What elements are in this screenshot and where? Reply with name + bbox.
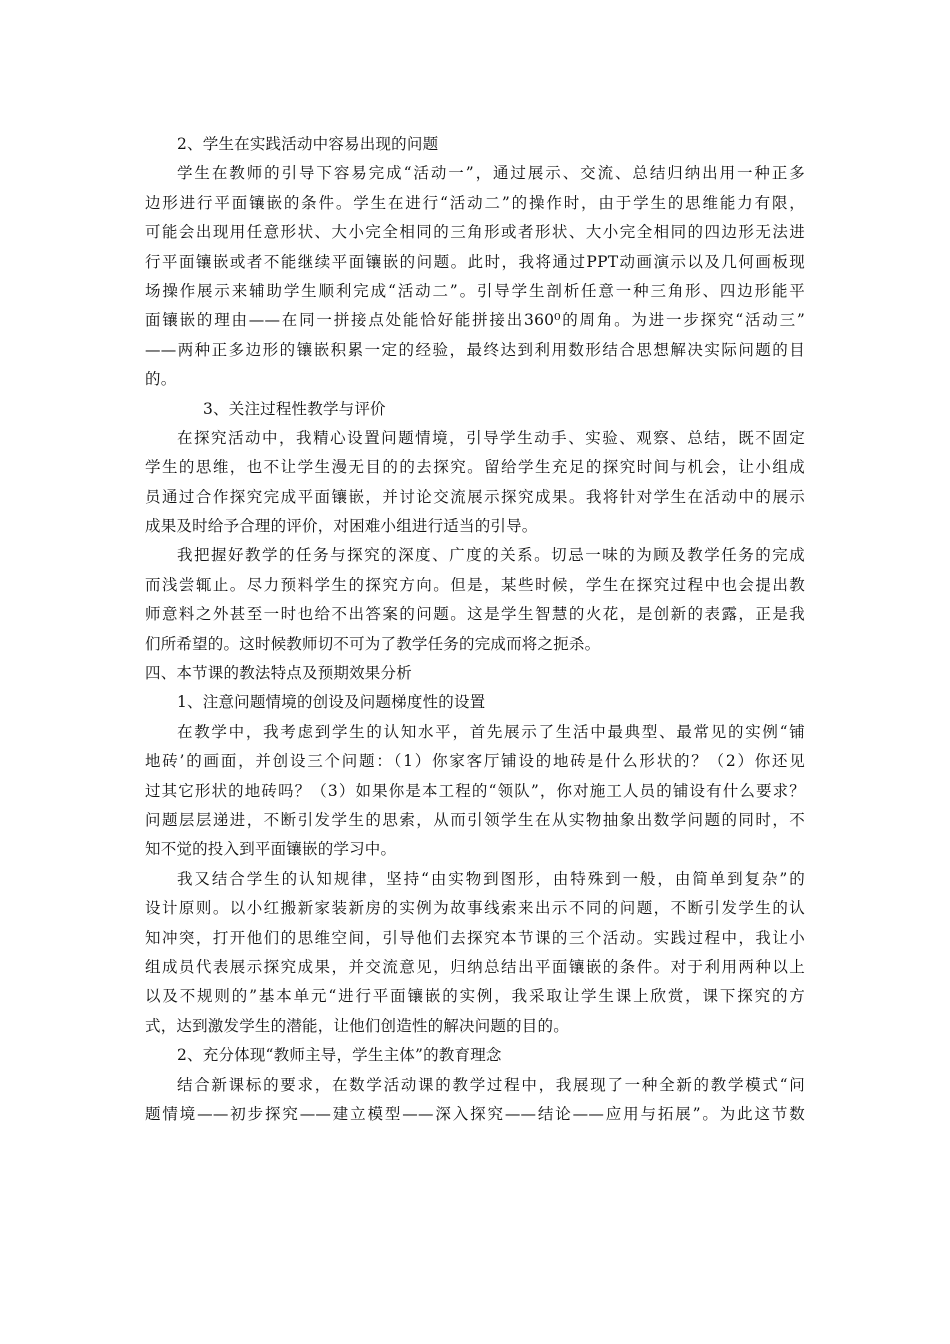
text-line: 1、注意问题情境的创设及问题梯度性的设置 [177,693,486,712]
text-line: 在教学中，我考虑到学生的认知水平，首先展示了生活中最典型、最常见的实例“铺 [177,722,805,741]
text-line: 我又结合学生的认知规律，坚持“由实物到图形，由特殊到一般，由简单到复杂”的 [177,869,805,888]
text-line: 题情境——初步探究——建立模型——深入探究——结论——应用与拓展”。为此这节数 [145,1104,805,1123]
document-body [145,130,805,1129]
text-line: 边形进行平面镶嵌的条件。学生在进行“活动二”的操作时，由于学生的思维能力有限， [145,193,805,212]
text-line: 在探究活动中，我精心设置问题情境，引导学生动手、实验、观察、总结，既不固定 [177,428,805,447]
text-line: 学生的思维，也不让学生漫无目的的去探究。留给学生充足的探究时间与机会，让小组成 [145,458,805,477]
text-line: 地砖’的画面，并创设三个问题：（1）你家客厅铺设的地砖是什么形状的？（2）你还见 [145,752,805,771]
text-line: 师意料之外甚至一时也给不出答案的问题。这是学生智慧的火花，是创新的表露，正是我 [145,605,805,624]
text-line: 们所希望的。这时候教师切不可为了教学任务的完成而将之扼杀。 [145,634,601,653]
text-line: 式，达到激发学生的潜能，让他们创造性的解决问题的目的。 [145,1016,569,1035]
text-line: 而浅尝辄止。尽力预料学生的探究方向。但是，某些时候，学生在探究过程中也会提出教 [145,575,805,594]
text-line: 知不觉的投入到平面镶嵌的学习中。 [145,840,397,859]
text-line: 3、关注过程性教学与评价 [203,399,386,418]
text-line: 过其它形状的地砖吗？（3）如果你是本工程的“领队”，你对施工人员的铺设有什么要求？ [145,781,805,800]
text-line: 设计原则。以小红搬新家装新房的实例为故事线索来出示不同的问题，不断引发学生的认 [145,899,805,918]
text-line: 2、充分体现“教师主导，学生主体”的教育理念 [177,1046,502,1065]
text-line: 成果及时给予合理的评价，对困难小组进行适当的引导。 [145,517,538,536]
text-line: 行平面镶嵌或者不能继续平面镶嵌的问题。此时，我将通过PPT动画演示以及几何画板现 [145,252,805,271]
text-line: 的。 [145,370,177,389]
text-line: 学生在教师的引导下容易完成“活动一”，通过展示、交流、总结归纳出用一种正多 [177,164,805,183]
text-line: 2、学生在实践活动中容易出现的问题 [177,135,439,153]
text-line: 组成员代表展示探究成果，并交流意见，归纳总结出平面镶嵌的条件。对于利用两种以上 [145,957,805,976]
text-line: 问题层层递进，不断引发学生的思索，从而引领学生在从实物抽象出数学问题的同时，不 [145,810,805,829]
text-line: ——两种正多边形的镶嵌积累一定的经验，最终达到利用数形结合思想解决实际问题的目 [145,340,805,359]
text-line: 可能会出现用任意形状、大小完全相同的三角形或者形状、大小完全相同的四边形无法进 [145,223,805,242]
text-line: 我把握好教学的任务与探究的深度、广度的关系。切忌一味的为顾及教学任务的完成 [177,546,805,565]
text-line: 知冲突，打开他们的思维空间，引导他们去探究本节课的三个活动。实践过程中，我让小 [145,928,805,947]
text-line: 结合新课标的要求，在数学活动课的教学过程中，我展现了一种全新的教学模式“问 [177,1075,805,1094]
text-line: 面镶嵌的理由——在同一拼接点处能恰好能拼接出360⁰的周角。为进一步探究“活动三” [145,311,805,330]
text-line: 场操作展示来辅助学生顺利完成“活动二”。引导学生剖析任意一种三角形、四边形能平 [145,281,805,300]
text-line: 员通过合作探究完成平面镶嵌，并讨论交流展示探究成果。我将针对学生在活动中的展示 [145,487,805,506]
text-line: 以及不规则的”基本单元“进行平面镶嵌的实例，我采取让学生课上欣赏，课下探究的方 [145,987,805,1006]
text-line: 四、本节课的教法特点及预期效果分析 [145,664,412,683]
